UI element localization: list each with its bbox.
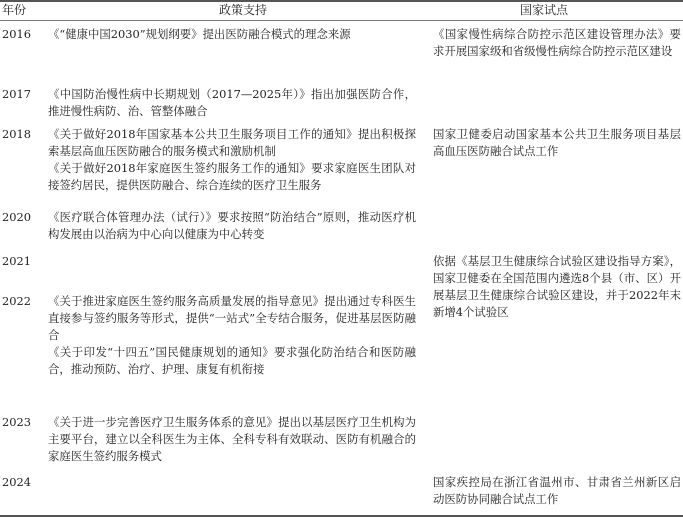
policy-text: 《关于推进家庭医生签约服务高质量发展的指导意见》提出通过专科医生直接参与签约服务等形式，提供“一站式”全专结合服务，促进基层医防融合	[48, 294, 416, 342]
table-bottom-rule	[0, 515, 683, 517]
row-year: 2018	[2, 127, 31, 141]
row-policy	[48, 293, 416, 378]
row-pilot: 国家卫健委启动国家基本公共卫生服务项目基层高血压医防融合试点工作	[433, 127, 681, 158]
row-year: 2023	[2, 415, 31, 429]
row-year: 2020	[2, 210, 31, 224]
header-rule	[0, 20, 683, 21]
row-policy	[48, 86, 416, 120]
policy-text: 《关于印发“十四五”国民健康规划的通知》要求强化防治结合和医防融合，推动预防、治疗、护理、康复有机衔接	[48, 345, 416, 376]
row-pilot: 《国家慢性病综合防控示范区建设管理办法》要求开展国家级和省级慢性病综合防控示范区建设	[433, 27, 681, 58]
row-policy	[48, 126, 416, 194]
header-pilot: 国家试点	[519, 3, 568, 17]
row-policy	[48, 414, 416, 465]
row-year: 2016	[2, 27, 31, 41]
policy-text: 《关于进一步完善医疗卫生服务体系的意见》提出以基层医疗卫生机构为主要平台，建立以全科医生为主体、全科专科有效联动、医防有机融合的家庭医生签约服务模式	[48, 415, 416, 463]
policy-text: 《“健康中国2030”规划纲要》提出医防融合模式的理念来源	[48, 27, 351, 41]
policy-text: 《医疗联合体管理办法（试行）》要求按照“防治结合”原则，推动医疗机构发展由以治病为中心向以健康为中心转变	[48, 210, 416, 241]
row-year: 2022	[2, 294, 31, 308]
policy-text: 《关于做好2018年家庭医生签约服务工作的通知》要求家庭医生团队对接签约居民，提供医防融合、综合连续的医疗卫生服务	[48, 161, 416, 192]
policy-text: 《中国防治慢性病中长期规划（2017—2025年）》指出加强医防合作，推进慢性病防、治、管整体融合	[48, 87, 416, 118]
row-pilot: 国家疾控局在浙江省温州市、甘肃省兰州新区启动医防协同融合试点工作	[433, 475, 681, 506]
row-year: 2017	[2, 87, 31, 101]
table-top-rule	[0, 0, 683, 2]
row-policy	[48, 26, 416, 43]
row-year: 2024	[2, 475, 31, 489]
header-year: 年份	[2, 3, 27, 17]
row-pilot: 依据《基层卫生健康综合试验区建设指导方案》，国家卫健委在全国范围内遴选8个县（市、区）开展基层卫生健康综合试验区建设，并于2022年末新增4个试验区	[433, 254, 681, 319]
policy-text: 《关于做好2018年国家基本公共卫生服务项目工作的通知》提出积极探索基层高血压医防融合的服务模式和激励机制	[48, 127, 416, 158]
row-year: 2021	[2, 254, 31, 268]
header-policy: 政策支持	[218, 3, 267, 17]
row-policy	[48, 209, 416, 243]
